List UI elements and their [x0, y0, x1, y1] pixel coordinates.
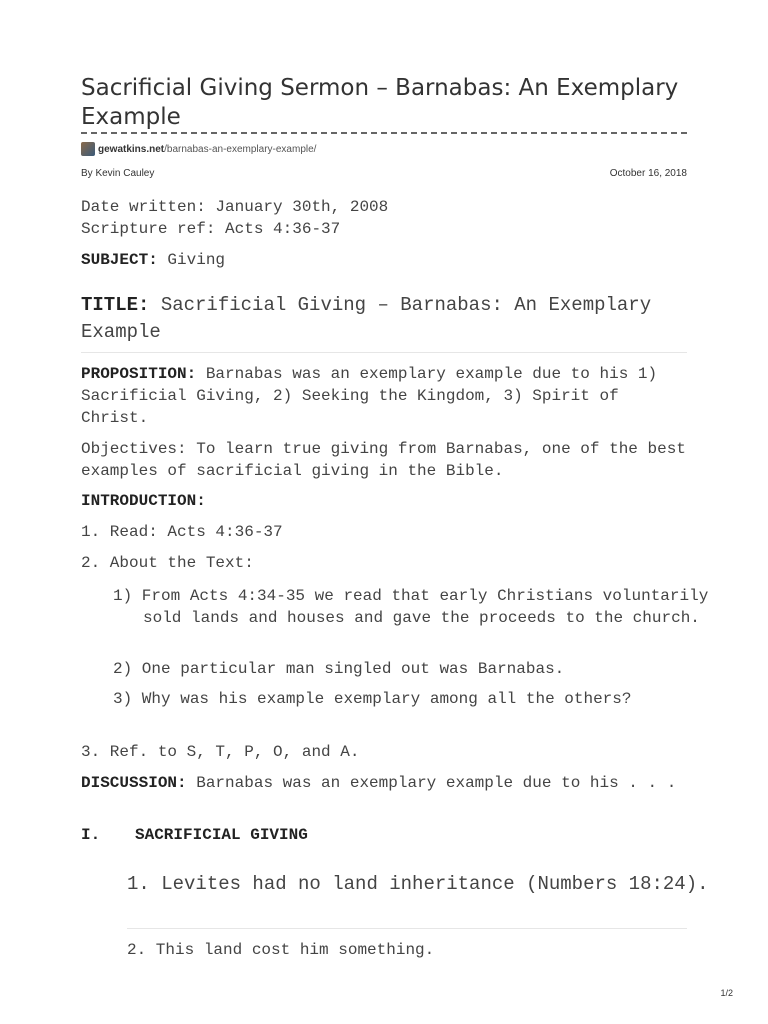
site-favicon-icon	[81, 142, 95, 156]
section-title: SACRIFICIAL GIVING	[135, 826, 308, 844]
objectives: Objectives: To learn true giving from Barnabas, one of the best examples of sacrificial giving in the Bible.	[81, 440, 686, 480]
section-divider	[127, 928, 687, 929]
section-heading	[81, 826, 308, 844]
section-numeral: I.	[81, 826, 101, 844]
introduction-label: INTRODUCTION:	[81, 492, 206, 510]
source-link[interactable]	[81, 142, 316, 156]
introduction-heading	[81, 490, 691, 512]
title-label: TITLE:	[81, 294, 150, 316]
subject-line	[81, 249, 691, 271]
section-divider	[81, 352, 687, 353]
subject-value: Giving	[157, 251, 226, 269]
list-item: 1) From Acts 4:34-35 we read that early Christians voluntarily sold lands and houses and gave the proceeds to the church.	[113, 587, 709, 627]
list-item: 1. Levites had no land inheritance (Numbers 18:24).	[127, 873, 709, 895]
date-written	[81, 196, 691, 240]
proposition	[81, 363, 691, 429]
list-item: 3. Ref. to S, T, P, O, and A.	[81, 743, 360, 761]
proposition-label: PROPOSITION:	[81, 365, 197, 383]
proposition-value: Barnabas was an exemplary example due to his 1) Sacrificial Giving, 2) Seeking the Kingdom, 3) Spirit of Christ.	[81, 365, 658, 427]
source-domain[interactable]: gewatkins.net	[98, 143, 165, 155]
author-byline: By Kevin Cauley	[81, 168, 155, 179]
scripture-ref-line: Scripture ref: Acts 4:36-37	[81, 220, 341, 238]
sermon-title	[81, 292, 691, 346]
discussion	[81, 772, 691, 794]
source-path[interactable]: /barnabas-an-exemplary-example/	[164, 143, 317, 155]
list-item: 2) One particular man singled out was Barnabas.	[113, 660, 565, 678]
subject-label: SUBJECT:	[81, 251, 158, 269]
list-item: 3) Why was his example exemplary among all the others?	[113, 690, 632, 708]
date-written-line: Date written: January 30th, 2008	[81, 198, 389, 216]
list-item: 2. This land cost him something.	[127, 941, 435, 959]
title-value: Sacrificial Giving – Barnabas: An Exemplary Example	[81, 294, 652, 343]
page-title: Sacrificial Giving Sermon – Barnabas: An Exemplary Example	[81, 75, 679, 130]
list-item: 2. About the Text:	[81, 554, 254, 572]
discussion-label: DISCUSSION:	[81, 774, 187, 792]
publish-date: October 16, 2018	[609, 168, 687, 179]
discussion-value: Barnabas was an exemplary example due to his . . .	[186, 774, 677, 792]
page-number: 1/2	[720, 988, 733, 998]
title-divider	[81, 132, 687, 134]
list-item: 1. Read: Acts 4:36-37	[81, 523, 283, 541]
